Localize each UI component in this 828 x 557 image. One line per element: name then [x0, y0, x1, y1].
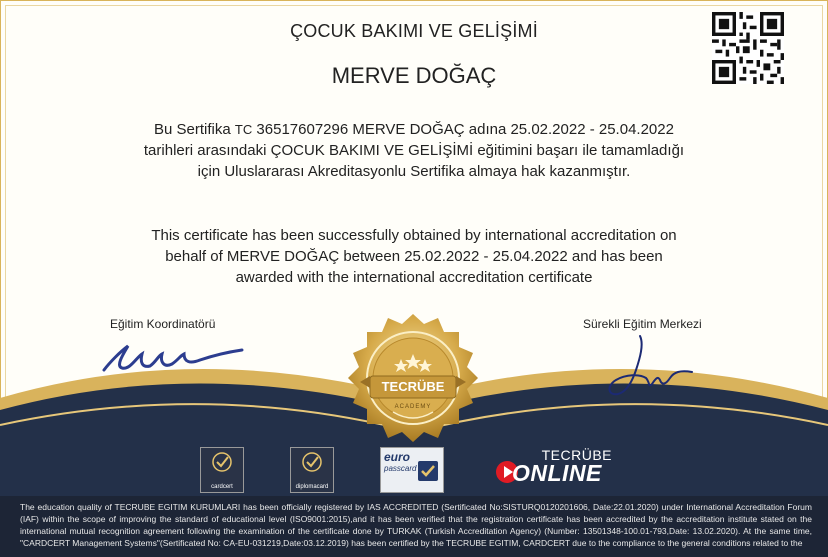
tecrube-online-logo — [494, 447, 612, 487]
online-top-text: TECRÜBE — [541, 447, 612, 463]
seal-sub-text: ACADEMY — [394, 404, 432, 410]
course-title: ÇOCUK BAKIMI VE GELİŞİMİ — [290, 21, 538, 41]
turkish-line-1-prefix: Bu Sertifika — [154, 121, 235, 138]
turkish-line-2: tarihleri arasındaki ÇOCUK BAKIMI VE GELİŞİMİ eğitimini başarı ile tamamladığı — [143, 142, 685, 159]
check-shield-icon — [291, 448, 333, 478]
check-icon — [417, 460, 439, 482]
tc-label: TC — [234, 122, 253, 137]
turkish-line-3: için Uluslararası Akreditasyonlu Sertifika almaya hak kazanmıştır. — [197, 163, 631, 180]
diplomacard-logo — [290, 447, 334, 493]
euro-line-2: passcard — [384, 464, 417, 473]
english-line-2: behalf of MERVE DOĞAÇ between 25.02.2022 - 25.04.2022 and has been — [165, 248, 663, 265]
euro-text — [384, 452, 416, 474]
english-line-1: This certificate has been successfully obtained by international accreditation on — [151, 227, 677, 244]
check-shield-icon — [201, 448, 243, 478]
diplomacard-label: diplomacard — [295, 484, 329, 490]
turkish-body — [0, 119, 828, 182]
europasscard-logo — [380, 447, 444, 493]
coordinator-signature — [96, 332, 246, 380]
training-center-label: Sürekli Eğitim Merkezi — [583, 317, 702, 331]
recipient-name: MERVE DOĞAÇ — [331, 63, 497, 88]
seal-main-text: TECRÜBE — [381, 379, 445, 394]
footer-legal-text: The education quality of TECRUBE EGITIM KURUMLARI has been officially registered by IAS ACCREDITED (Sertificated No:SISTURQ0120201606, Date:22.01.2020) under International Accreditation Forum (IAF) within the scope of improving the standard of educational level (ISO9001:2015),and it has been verified that the registration certificate has been accredited by the accreditation institute stated on the international mutual recognition agreement following the examination of the certificate done by TURKAK (Turkish Accreditation Agency) (Number: 13501348-100.01-793,Date: 13.02.2020). At the same time, "CARDCERT Management Systems"(Sertificated No: CA-EU-031219,Date:03.12.2019) has been certified by the TECRUBE EGITIM, CARDCERT due to the compliance to the general conditions related to the — [20, 502, 812, 548]
training-center-signature — [600, 332, 700, 402]
cardcert-logo — [200, 447, 244, 493]
academy-seal — [338, 312, 488, 462]
cardcert-label: cardcert — [211, 484, 233, 490]
coordinator-label: Eğitim Koordinatörü — [110, 317, 216, 331]
english-line-3: awarded with the international accreditation certificate — [235, 269, 593, 286]
english-body — [0, 225, 828, 288]
online-main-text: ONLINE — [512, 460, 602, 486]
turkish-line-1 — [0, 119, 828, 140]
euro-line-1: euro — [384, 450, 411, 464]
turkish-line-1-rest: 36517607296 MERVE DOĞAÇ adına 25.02.2022 - 25.04.2022 — [252, 121, 674, 138]
